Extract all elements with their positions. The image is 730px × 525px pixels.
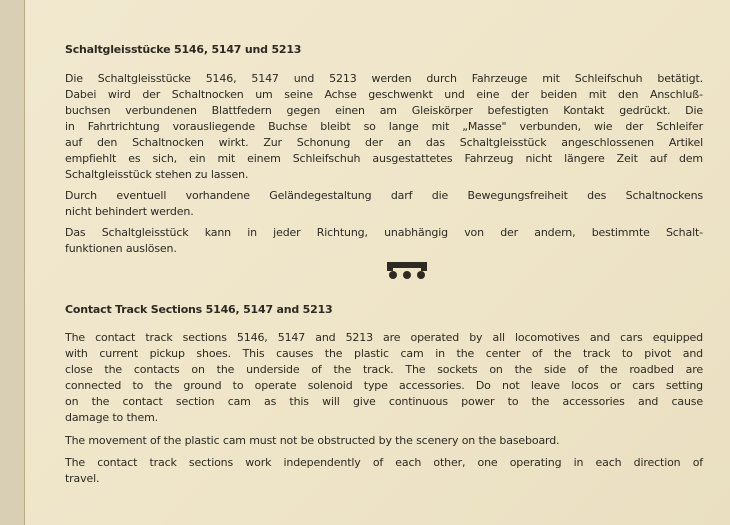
text-line: The contact track sections work independently of each other, one operating in each direction of <box>65 456 703 469</box>
text-line: in Fahrtrichtung vorausliegende Buchse bleibt so lange mit „Masse" verbunden, wie der Schleifer <box>65 120 703 133</box>
english-paragraph-1 <box>65 330 703 426</box>
text-line: travel. <box>65 472 100 485</box>
german-heading: Schaltgleisstücke 5146, 5147 und 5213 <box>65 43 302 56</box>
text-line: Schaltgleisstück stehen zu lassen. <box>65 168 249 181</box>
text-line: Dabei wird der Schaltnocken um seine Achse geschwenkt und eine der beiden mit den Anschluß- <box>65 88 703 101</box>
text-line: Durch eventuell vorhandene Geländegestaltung darf die Bewegungsfreiheit des Schaltnockens <box>65 189 703 202</box>
locomotive-wheels-icon <box>385 262 429 280</box>
document-page <box>24 0 730 525</box>
text-line: funktionen auslösen. <box>65 242 177 255</box>
german-paragraph-3 <box>65 225 703 257</box>
text-line: on the contact section cam as this will give continuous power to the accessories and cause <box>65 395 703 408</box>
text-line: connected to the ground to operate solenoid type accessories. Do not leave locos or cars setting <box>65 379 703 392</box>
english-paragraph-2 <box>65 433 703 449</box>
text-line: damage to them. <box>65 411 158 424</box>
german-paragraph-2 <box>65 188 703 220</box>
text-line: auf den Schaltnocken wirkt. Zur Schonung der an das Schaltgleisstück angeschlossenen Artikel <box>65 136 703 149</box>
text-line: buchsen verbundenen Blattfedern gegen einen am Gleiskörper befestigten Kontakt gedrückt. Die <box>65 104 703 117</box>
text-line: close the contacts on the underside of the track. The sockets on the side of the roadbed are <box>65 363 703 376</box>
german-paragraph-1 <box>65 71 703 183</box>
text-line: with current pickup shoes. This causes the plastic cam in the center of the track to pivot and <box>65 347 703 360</box>
text-line: empfiehlt es sich, ein mit einem Schleifschuh ausgestattetes Fahrzeug nicht längere Zeit auf dem <box>65 152 703 165</box>
text-line: Das Schaltgleisstück kann in jeder Richtung, unabhängig von der andern, bestimmte Schalt- <box>65 226 703 239</box>
text-line: nicht behindert werden. <box>65 205 194 218</box>
text-line: The movement of the plastic cam must not be obstructed by the scenery on the baseboard. <box>65 434 560 447</box>
english-paragraph-3 <box>65 455 703 487</box>
text-line: The contact track sections 5146, 5147 and 5213 are operated by all locomotives and cars equipped <box>65 331 703 344</box>
text-line: Die Schaltgleisstücke 5146, 5147 und 5213 werden durch Fahrzeuge mit Schleifschuh betätigt. <box>65 72 703 85</box>
english-heading: Contact Track Sections 5146, 5147 and 5213 <box>65 303 333 316</box>
